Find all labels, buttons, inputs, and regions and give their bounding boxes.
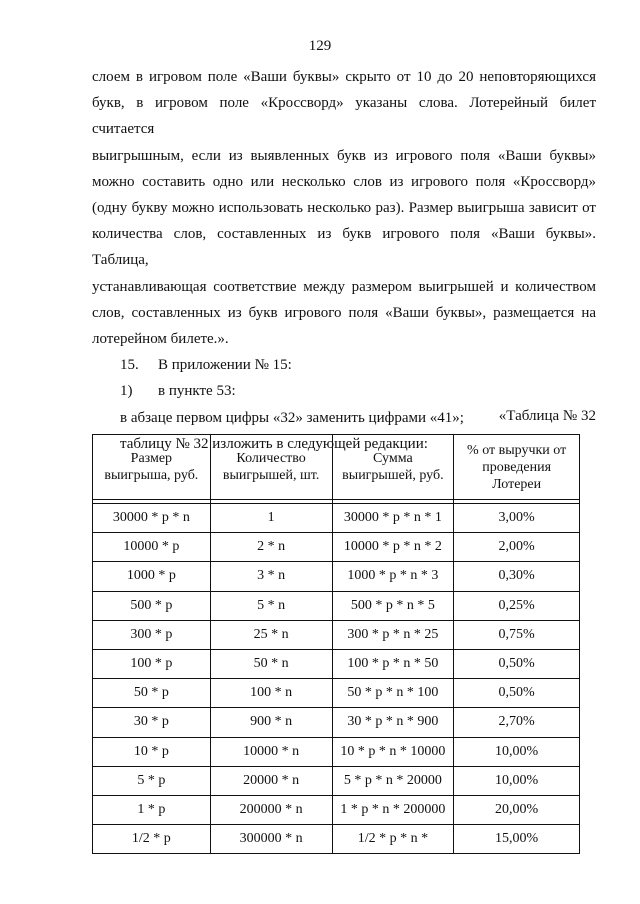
cell-prize-sum: 30000 * p * n * 1 xyxy=(332,504,454,533)
header-line: % от выручки от xyxy=(467,442,567,458)
cell-revenue-percent: 0,30% xyxy=(454,562,580,591)
cell-prize-count: 5 * n xyxy=(210,591,332,620)
table-row xyxy=(93,766,580,795)
cell-prize-count: 900 * n xyxy=(210,708,332,737)
cell-prize-count: 10000 * n xyxy=(210,737,332,766)
table-body xyxy=(93,500,580,854)
table-row xyxy=(93,620,580,649)
paragraph-line: слов, составленных из букв игрового поля «Ваши буквы», размещается на xyxy=(92,304,596,321)
cell-prize-count: 200000 * n xyxy=(210,795,332,824)
cell-revenue-percent: 10,00% xyxy=(454,766,580,795)
header-line: Лотереи xyxy=(492,476,542,492)
table-row xyxy=(93,562,580,591)
cell-prize-sum: 1 * p * n * 200000 xyxy=(332,795,454,824)
header-prize-size xyxy=(93,435,211,500)
cell-prize-sum: 1/2 * p * n * xyxy=(332,825,454,854)
paragraph-lottery-description xyxy=(92,64,596,352)
cell-prize-size: 50 * p xyxy=(93,679,211,708)
cell-prize-count: 100 * n xyxy=(210,679,332,708)
cell-prize-count: 3 * n xyxy=(210,562,332,591)
instruction-line: таблицу № 32 изложить в следующей редакции: xyxy=(120,435,428,452)
cell-prize-size: 10000 * p xyxy=(93,533,211,562)
paragraph-line: слоем в игровом поле «Ваши буквы» скрыто от 10 до 20 неповторяющихся xyxy=(92,69,596,85)
page-number: 129 xyxy=(308,38,332,54)
cell-revenue-percent: 2,70% xyxy=(454,708,580,737)
table-row xyxy=(93,533,580,562)
header-prize-count xyxy=(210,435,332,500)
prize-table xyxy=(92,434,580,854)
cell-revenue-percent: 20,00% xyxy=(454,795,580,824)
header-revenue-percent xyxy=(454,435,580,500)
cell-prize-size: 1000 * p xyxy=(93,562,211,591)
paragraph-line: количества слов, составленных из букв игрового поля «Ваши буквы». Таблица, xyxy=(92,226,596,269)
instruction-line: в абзаце первом цифры «32» заменить цифрами «41»; xyxy=(120,409,464,426)
document-body xyxy=(92,64,596,457)
paragraph-line: можно составить одно или несколько слов из игрового поля «Кроссворд» xyxy=(92,173,596,190)
cell-prize-count: 300000 * n xyxy=(210,825,332,854)
table-row xyxy=(93,825,580,854)
cell-prize-size: 500 * p xyxy=(93,591,211,620)
header-prize-sum xyxy=(332,435,454,500)
table-row xyxy=(93,649,580,678)
cell-prize-size: 5 * p xyxy=(93,766,211,795)
header-line: выигрыша, руб. xyxy=(104,468,199,483)
header-line: Сумма xyxy=(373,451,413,466)
cell-revenue-percent: 15,00% xyxy=(454,825,580,854)
cell-revenue-percent: 0,50% xyxy=(454,649,580,678)
cell-prize-count: 50 * n xyxy=(210,649,332,678)
table-row xyxy=(93,679,580,708)
cell-revenue-percent: 0,25% xyxy=(454,591,580,620)
table-row xyxy=(93,504,580,533)
cell-prize-size: 30 * p xyxy=(93,708,211,737)
cell-prize-count: 2 * n xyxy=(210,533,332,562)
item-number: 15. xyxy=(120,357,139,374)
paragraph-line: лотерейном билете.». xyxy=(92,331,229,348)
cell-prize-size: 10 * p xyxy=(93,737,211,766)
cell-prize-size: 100 * p xyxy=(93,649,211,678)
item-number: 1) xyxy=(120,383,133,400)
cell-prize-size: 300 * p xyxy=(93,620,211,649)
cell-prize-size: 1 * p xyxy=(93,795,211,824)
cell-prize-count: 1 xyxy=(210,504,332,533)
cell-prize-sum: 50 * p * n * 100 xyxy=(332,679,454,708)
cell-revenue-percent: 2,00% xyxy=(454,533,580,562)
table-header-row xyxy=(93,435,580,500)
table-row xyxy=(93,591,580,620)
paragraph-line: букв, в игровом поле «Кроссворд» указаны слова. Лотерейный билет считается xyxy=(92,95,596,138)
cell-prize-sum: 10 * p * n * 10000 xyxy=(332,737,454,766)
table-row xyxy=(93,795,580,824)
item-text: в пункте 53: xyxy=(158,383,236,400)
item-1 xyxy=(92,378,596,404)
header-line: Количество xyxy=(236,451,306,466)
paragraph-line: выигрышным, если из выявленных букв из игрового поля «Ваши буквы» xyxy=(92,147,596,164)
cell-prize-sum: 300 * p * n * 25 xyxy=(332,620,454,649)
cell-prize-size: 30000 * p * n xyxy=(93,504,211,533)
header-line: проведения xyxy=(482,459,552,475)
paragraph-line: устанавливающая соответствие между размером выигрышей и количеством xyxy=(92,278,596,295)
cell-prize-sum: 1000 * p * n * 3 xyxy=(332,562,454,591)
header-line: Размер xyxy=(130,451,173,466)
cell-prize-sum: 100 * p * n * 50 xyxy=(332,649,454,678)
table-row xyxy=(93,737,580,766)
cell-prize-count: 25 * n xyxy=(210,620,332,649)
cell-prize-sum: 500 * p * n * 5 xyxy=(332,591,454,620)
cell-prize-sum: 30 * p * n * 900 xyxy=(332,708,454,737)
item-text: В приложении № 15: xyxy=(158,357,292,374)
item-15 xyxy=(92,352,596,378)
cell-revenue-percent: 0,50% xyxy=(454,679,580,708)
header-line: выигрышей, шт. xyxy=(222,468,320,483)
cell-prize-sum: 10000 * p * n * 2 xyxy=(332,533,454,562)
header-line: выигрышей, руб. xyxy=(342,468,444,483)
cell-prize-size: 1/2 * p xyxy=(93,825,211,854)
cell-revenue-percent: 10,00% xyxy=(454,737,580,766)
table-caption: «Таблица № 32 xyxy=(498,408,596,424)
cell-prize-count: 20000 * n xyxy=(210,766,332,795)
cell-prize-sum: 5 * p * n * 20000 xyxy=(332,766,454,795)
cell-revenue-percent: 0,75% xyxy=(454,620,580,649)
paragraph-line: (одну букву можно использовать несколько раз). Размер выигрыша зависит от xyxy=(92,200,596,217)
cell-revenue-percent: 3,00% xyxy=(454,504,580,533)
table-row xyxy=(93,708,580,737)
